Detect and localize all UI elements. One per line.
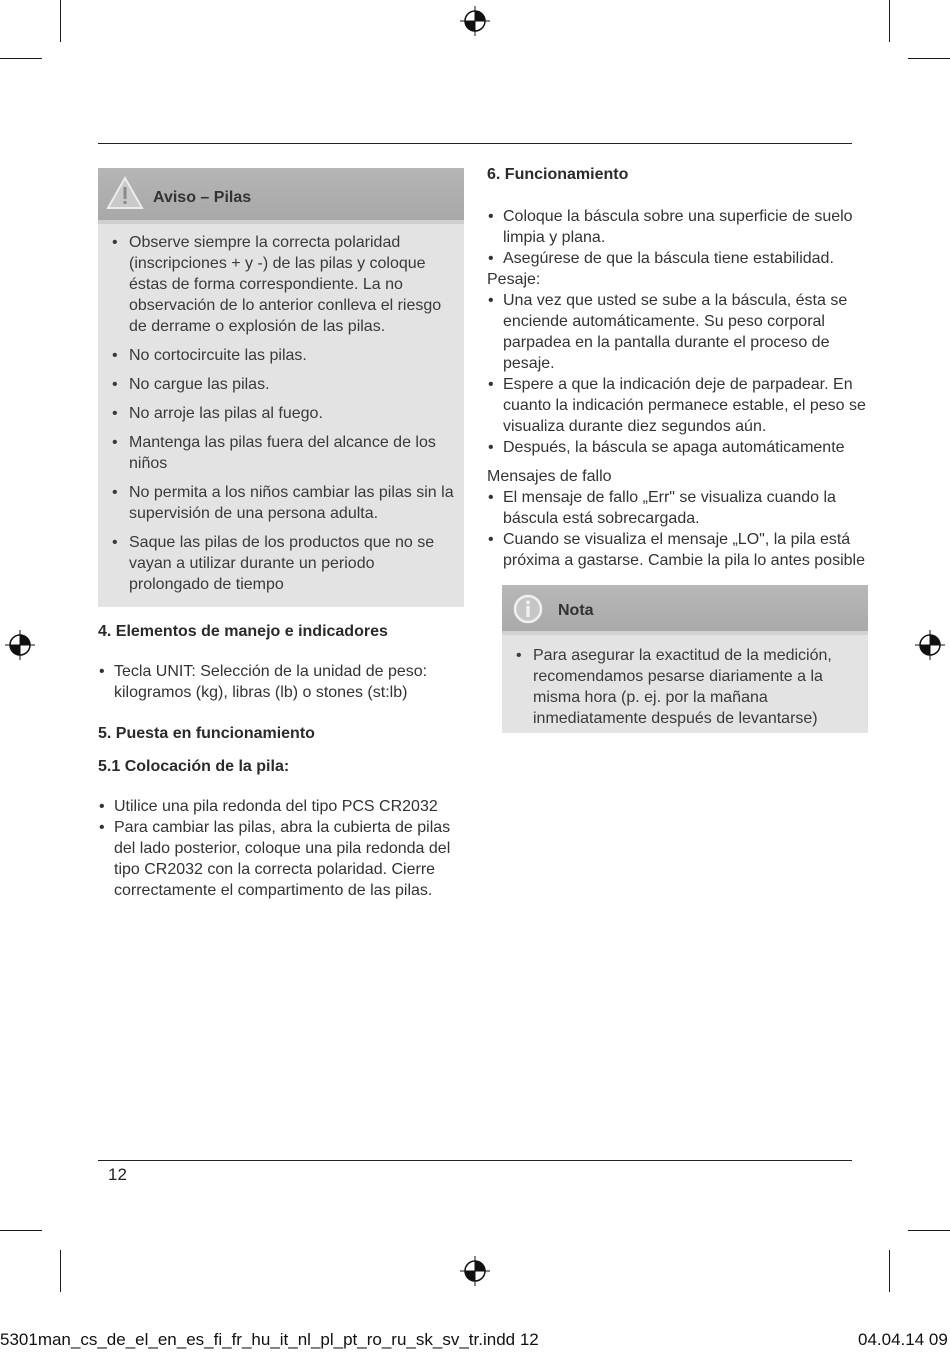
note-header <box>502 585 868 635</box>
warning-title: Aviso – Pilas <box>153 189 252 206</box>
page-number: 12 <box>108 1165 127 1184</box>
header-rule <box>98 143 852 144</box>
list-item: • Mantenga las pilas fuera del alcance de los niños <box>112 432 454 474</box>
registration-mark-icon <box>460 6 490 36</box>
left-column <box>98 168 464 901</box>
registration-mark-icon <box>460 1256 490 1286</box>
list-item: • No arroje las pilas al fuego. <box>112 403 454 424</box>
section-5-list <box>98 796 464 901</box>
note-title: Nota <box>558 602 594 619</box>
list-item: • Para asegurar la exactitud de la medición, recomendamos pesarse diariamente a la misma hora (p. ej. por la mañana inmediatamente después de levantarse) <box>516 645 858 729</box>
list-item: • No cargue las pilas. <box>112 374 454 395</box>
info-icon <box>512 593 544 625</box>
registration-mark-icon <box>5 630 35 660</box>
warning-list <box>98 224 464 607</box>
list-item: • No permita a los niños cambiar las pilas sin la supervisión de una persona adulta. <box>112 482 454 524</box>
list-item: • Cuando se visualiza el mensaje „LO", la pila está próxima a gastarse. Cambie la pila lo antes posible <box>487 529 869 571</box>
section-4-list <box>98 661 464 703</box>
crop-mark <box>0 58 42 59</box>
right-column <box>487 164 869 733</box>
file-date: 04.04.14 09 <box>858 1330 948 1349</box>
battery-warning-box <box>98 168 464 607</box>
list-item: • Espere a que la indicación deje de parpadear. En cuanto la indicación permanece estable, el peso se visualiza durante diez segundos aún. <box>487 374 869 437</box>
section-5-heading: 5. Puesta en funcionamiento <box>98 725 315 742</box>
section-6-heading: 6. Funcionamiento <box>487 166 629 183</box>
crop-mark <box>0 1230 42 1231</box>
list-item: • El mensaje de fallo „Err" se visualiza cuando la báscula está sobrecargada. <box>487 487 869 529</box>
errors-label: Mensajes de fallo <box>487 468 612 485</box>
footer-rule <box>98 1160 852 1161</box>
file-slug: 5301man_cs_de_el_en_es_fi_fr_hu_it_nl_pl_pt_ro_ru_sk_sv_tr.indd 12 <box>0 1330 539 1349</box>
errors-list <box>487 487 869 571</box>
list-item: • Para cambiar las pilas, abra la cubierta de pilas del lado posterior, coloque una pila redonda del tipo CR2032 con la correcta polaridad. Cierre correctamente el compartimento de las pilas. <box>98 817 464 901</box>
crop-mark <box>908 1230 950 1231</box>
weighing-list <box>487 290 869 458</box>
crop-mark <box>889 0 890 42</box>
crop-mark <box>60 0 61 42</box>
crop-mark <box>908 58 950 59</box>
list-item: • No cortocircuite las pilas. <box>112 345 454 366</box>
warning-header <box>98 168 464 224</box>
crop-mark <box>60 1250 61 1292</box>
note-box <box>502 585 868 733</box>
list-item: • Una vez que usted se sube a la báscula, ésta se enciende automáticamente. Su peso corporal parpadea en la pantalla durante el proceso de pesaje. <box>487 290 869 374</box>
weighing-label: Pesaje: <box>487 271 541 288</box>
list-item: • Saque las pilas de los productos que no se vayan a utilizar durante un periodo prolongado de tiempo <box>112 532 454 595</box>
registration-mark-icon <box>915 630 945 660</box>
section-5-1-heading: 5.1 Colocación de la pila: <box>98 758 290 775</box>
note-list <box>502 635 868 733</box>
setup-list <box>487 206 869 269</box>
warning-triangle-icon <box>106 175 144 211</box>
list-item: • Tecla UNIT: Selección de la unidad de peso: kilogramos (kg), libras (lb) o stones (st:lb) <box>98 661 464 703</box>
section-4-heading: 4. Elementos de manejo e indicadores <box>98 623 388 640</box>
list-item: • Observe siempre la correcta polaridad (inscripciones + y -) de las pilas y coloque éstas de forma correspondiente. La no observación de lo anterior conlleva el riesgo de derrame o explosión de las pilas. <box>112 232 454 337</box>
crop-mark <box>889 1250 890 1292</box>
list-item: • Asegúrese de que la báscula tiene estabilidad. <box>487 248 869 269</box>
list-item: • Después, la báscula se apaga automáticamente <box>487 437 869 458</box>
list-item: • Utilice una pila redonda del tipo PCS CR2032 <box>98 796 464 817</box>
list-item: • Coloque la báscula sobre una superficie de suelo limpia y plana. <box>487 206 869 248</box>
